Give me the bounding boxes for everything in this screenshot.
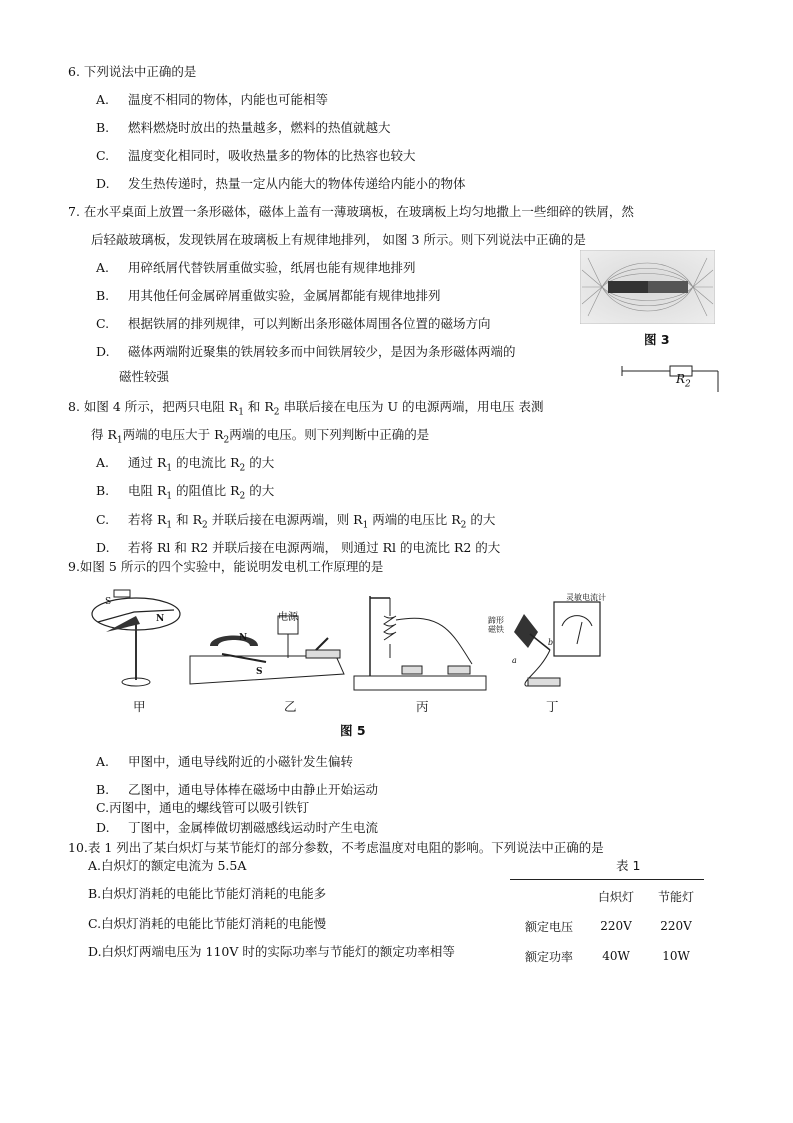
option-letter: D. bbox=[96, 820, 110, 835]
q7-stem-line2: 后轻敲玻璃板，发现铁屑在玻璃板上有规律地排列， 如图 3 所示。则下列说法中正确的是 bbox=[91, 232, 586, 247]
fig-5-yi-s-label: S bbox=[256, 667, 263, 677]
q9-stem: 9.如图 5 所示的四个实验中，能说明发电机工作原理的是 bbox=[68, 559, 384, 574]
option-text: 发生热传递时，热量一定从内能大的物体传递给内能小的物体 bbox=[128, 176, 466, 191]
fig-5-jia-s-label: S bbox=[105, 597, 112, 607]
table-cell: 额定功率 bbox=[524, 949, 573, 964]
option-text: 用其他任何金属碎屑重做实验，金属屑都能有规律地排列 bbox=[128, 288, 441, 303]
table-row bbox=[512, 941, 706, 971]
fig-5-ding-galvanometer-label: 灵敏电流计 bbox=[566, 593, 606, 602]
table-cell: 10W bbox=[662, 949, 690, 963]
option-text: 丁图中，金属棒做切割磁感线运动时产生电流 bbox=[128, 820, 379, 835]
figure-5-panel-yi-motor-setup bbox=[186, 598, 346, 688]
q7-option-d bbox=[96, 342, 516, 360]
option-text: 温度不相同的物体，内能也可能相等 bbox=[128, 92, 329, 107]
fig-5-ding-b-label: b bbox=[548, 638, 554, 647]
option-letter: C. bbox=[96, 316, 110, 331]
q8-option-a: A. 通过 $R_1$ 的电流比 $R_2$ 的大 bbox=[96, 455, 275, 474]
option-letter: B. bbox=[96, 483, 110, 498]
q10-option-c: C.白炽灯消耗的电能比节能灯消耗的电能慢 bbox=[88, 916, 327, 931]
q10-option-a: A.白炽灯的额定电流为 5.5A bbox=[88, 858, 247, 873]
q7-option-b bbox=[96, 286, 441, 304]
option-letter: C. bbox=[96, 148, 110, 163]
q10-option-b: B.白炽灯消耗的电能比节能灯消耗的电能多 bbox=[88, 886, 327, 901]
table-cell: 额定电压 bbox=[524, 919, 573, 934]
fig-5-ding-magnet-label: 蹄形磁铁 bbox=[488, 616, 504, 634]
q8-stem-line1: 8. 如图 4 所示，把两只电阻 $R_1$ 和 $R_2$ 串联后接在电压为 U 的电源两端，用电压 表测 bbox=[68, 399, 544, 418]
option-text: 甲图中，通电导线附近的小磁针发生偏转 bbox=[128, 754, 354, 769]
fig-5-yi-power-label: 电源 bbox=[278, 612, 298, 623]
table-header-cell bbox=[512, 881, 586, 911]
q6-stem: 6. 下列说法中正确的是 bbox=[68, 64, 197, 79]
option-letter: B. bbox=[96, 120, 110, 135]
option-text: 磁体两端附近聚集的铁屑较多而中间铁屑较少，是因为条形磁体两端的 bbox=[128, 344, 516, 359]
fig-5-ding-a-label: a bbox=[512, 656, 517, 665]
q7-option-a bbox=[96, 258, 416, 276]
figure-5-label-yi: 乙 bbox=[284, 699, 297, 714]
table-header-cell: 白炽灯 bbox=[597, 889, 634, 904]
table-1-caption: 表 1 bbox=[616, 858, 641, 873]
q9-option-a bbox=[96, 752, 353, 770]
q7-stem-line1: 7. 在水平桌面上放置一条形磁体，磁体上盖有一薄玻璃板，在玻璃板上均匀地撒上一些细碎的铁屑，然 bbox=[68, 204, 634, 219]
q6-option-a bbox=[96, 90, 328, 108]
option-letter: A. bbox=[96, 455, 110, 470]
table-header-cell: 节能灯 bbox=[657, 889, 694, 904]
q6-option-d bbox=[96, 174, 466, 192]
option-text: 燃料燃烧时放出的热量越多，燃料的热值就越大 bbox=[128, 120, 391, 135]
table-1-top-rule bbox=[510, 879, 704, 880]
q8-option-b: B. 电阻 $R_1$ 的阻值比 $R_2$ 的大 bbox=[96, 483, 275, 502]
table-cell: 220V bbox=[600, 919, 632, 933]
q7-option-c bbox=[96, 314, 491, 332]
q8-stem-line2: 得 $R_1$两端的电压大于 $R_2$两端的电压。则下列判断中正确的是 bbox=[91, 427, 430, 446]
figure-4-circuit-fragment bbox=[620, 362, 724, 392]
figure-5-panel-bing-electromagnet bbox=[352, 592, 488, 692]
q10-stem: 10.表 1 列出了某白炽灯与某节能灯的部分参数，不考虑温度对电阻的影响。下列说法中正确的是 bbox=[68, 840, 604, 855]
q9-option-b bbox=[96, 780, 378, 798]
figure-3-iron-filings-image bbox=[580, 250, 715, 324]
q7-option-d-continuation: 磁性较强 bbox=[119, 369, 170, 384]
option-letter: D. bbox=[96, 176, 110, 191]
option-letter: D. bbox=[96, 344, 110, 359]
figure-3-caption: 图 3 bbox=[644, 332, 670, 347]
table-header-row bbox=[512, 881, 706, 911]
q9-option-d bbox=[96, 818, 378, 836]
option-letter: A. bbox=[96, 754, 110, 769]
q8-option-c: C. 若将 $R_1$ 和 $R_2$ 并联后接在电源两端，则 $R_1$ 两端的电压比 $R_2$ 的大 bbox=[96, 512, 496, 531]
option-text: C.丙图中，通电的螺线管可以吸引铁钉 bbox=[96, 800, 310, 815]
option-letter: C. bbox=[96, 512, 110, 527]
figure-5-label-ding: 丁 bbox=[546, 699, 559, 714]
option-letter: D. bbox=[96, 540, 110, 555]
q9-option-c bbox=[96, 798, 309, 816]
table-cell: 220V bbox=[660, 919, 692, 933]
figure-5-caption: 图 5 bbox=[340, 723, 366, 738]
fig-5-jia-n-label: N bbox=[156, 614, 165, 624]
q8-option-d bbox=[96, 538, 500, 556]
option-letter: A. bbox=[96, 260, 110, 275]
option-text: 乙图中，通电导体棒在磁场中由静止开始运动 bbox=[128, 782, 379, 797]
table-row bbox=[512, 911, 706, 941]
option-letter: B. bbox=[96, 782, 110, 797]
option-text: 用碎纸屑代替铁屑重做实验，纸屑也能有规律地排列 bbox=[128, 260, 416, 275]
figure-5-label-jia: 甲 bbox=[133, 699, 146, 714]
option-text: 根据铁屑的排列规律，可以判断出条形磁体周围各位置的磁场方向 bbox=[128, 316, 491, 331]
resistor-r2-label: $R_2$ bbox=[676, 372, 691, 390]
table-cell: 40W bbox=[602, 949, 630, 963]
figure-5-label-bing: 丙 bbox=[416, 699, 429, 714]
q10-option-d: D.白炽灯两端电压为 110V 时的实际功率与节能灯的额定功率相等 bbox=[88, 944, 455, 959]
table-1 bbox=[512, 881, 706, 971]
option-text: 若将 Rl 和 R2 并联后接在电源两端， 则通过 Rl 的电流比 R2 的大 bbox=[128, 540, 501, 555]
q6-option-b bbox=[96, 118, 391, 136]
fig-5-yi-n-label: N bbox=[239, 633, 248, 643]
figure-5-panel-jia-compass-wire bbox=[86, 584, 186, 694]
q6-option-c bbox=[96, 146, 416, 164]
option-letter: B. bbox=[96, 288, 110, 303]
option-text: 温度变化相同时，吸收热量多的物体的比热容也较大 bbox=[128, 148, 416, 163]
option-letter: A. bbox=[96, 92, 110, 107]
